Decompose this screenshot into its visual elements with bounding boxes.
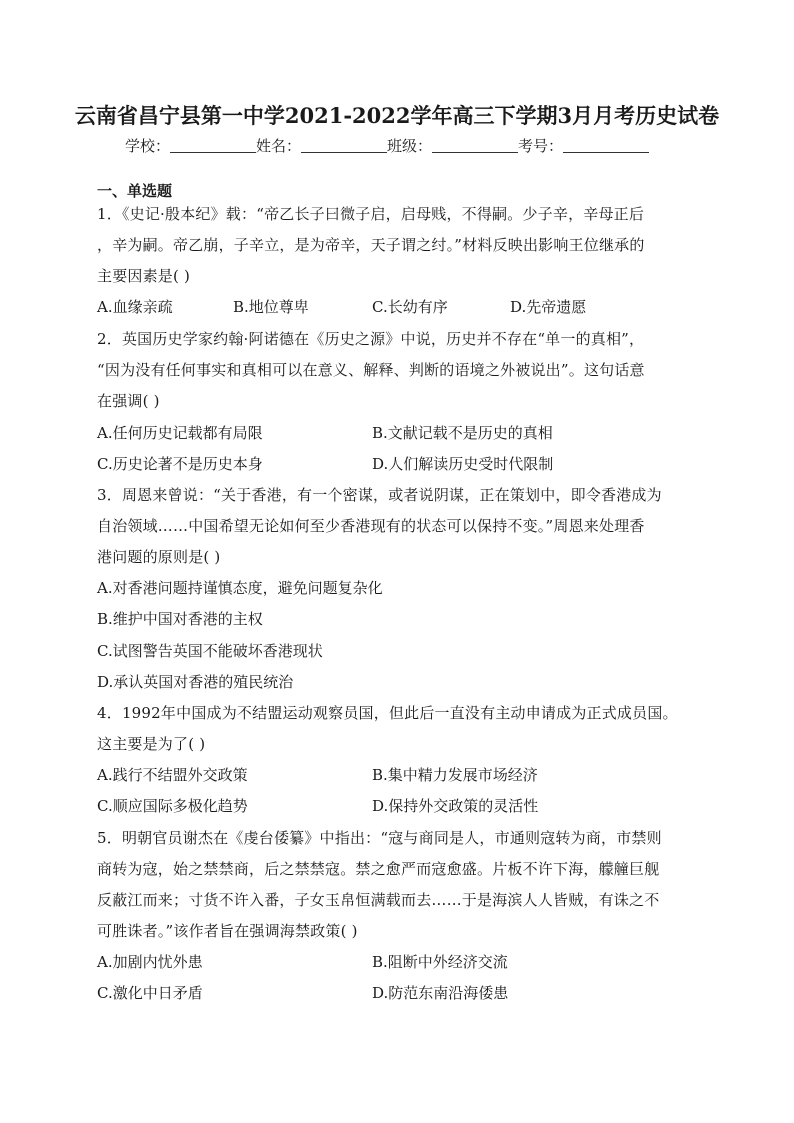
question-1-option-d: D.先帝遗愿 (510, 298, 587, 316)
question-2-option-c: C.历史论著不是历史本身 (97, 455, 263, 473)
question-3-option-b: B.维护中国对香港的主权 (97, 610, 263, 628)
question-5-option-b: B.阻断中外经济交流 (372, 953, 508, 971)
question-5-line-2: 商转为寇，始之禁禁商，后之禁禁寇。禁之愈严而寇愈盛。片板不许下海，艨艟巨舰 (97, 860, 660, 878)
section-heading: 一、单选题 (97, 182, 173, 200)
question-2-option-a: A.任何历史记载都有局限 (97, 424, 263, 442)
question-5-line-4: 可胜诛者。”该作者旨在强调海禁政策( ) (97, 922, 358, 940)
question-5-line-1: 5．明朝官员谢杰在《虔台倭纂》中指出：“寇与商同是人，市通则寇转为商，市禁则 (97, 829, 662, 847)
name-blank (301, 138, 387, 153)
question-1-line-3: 主要因素是( ) (97, 267, 191, 285)
exam-no-label: 考号： (518, 137, 564, 155)
class-blank (432, 138, 518, 153)
question-3-line-1: 3．周恩来曾说：“关于香港，有一个密谋，或者说阴谋，正在策划中，即令香港成为 (97, 486, 662, 504)
question-2-option-b: B.文献记载不是历史的真相 (372, 424, 553, 442)
question-2-line-1: 2．英国历史学家约翰·阿诺德在《历史之源》中说，历史并不存在“单一的真相”， (97, 330, 645, 348)
question-2-option-d: D.人们解读历史受时代限制 (372, 455, 554, 473)
name-label: 姓名： (256, 137, 302, 155)
class-label: 班级： (387, 137, 433, 155)
question-5-option-a: A.加剧内忧外患 (97, 953, 203, 971)
question-4-option-b: B.集中精力发展市场经济 (372, 766, 538, 784)
exam-no-blank (563, 138, 649, 153)
question-1-option-c: C.长幼有序 (372, 298, 448, 316)
question-3-option-d: D.承认英国对香港的殖民统治 (97, 673, 294, 691)
school-label: 学校： (125, 137, 171, 155)
question-3-line-2: 自治领域……中国希望无论如何至少香港现有的状态可以保持不变。”周恩来处理香 (97, 517, 645, 535)
question-3-line-3: 港问题的原则是( ) (97, 548, 221, 566)
question-3-option-a: A.对香港问题持谨慎态度，避免问题复杂化 (97, 579, 383, 597)
question-2-line-3: 在强调( ) (97, 392, 160, 410)
question-4-line-1: 4．1992年中国成为不结盟运动观察员国，但此后一直没有主动申请成为正式成员国。 (97, 704, 678, 722)
question-1-line-2: ，辛为嗣。帝乙崩，子辛立，是为帝辛，天子谓之纣。”材料反映出影响王位继承的 (97, 236, 645, 254)
question-3-option-c: C.试图警告英国不能破坏香港现状 (97, 642, 323, 660)
question-1-line-1: 1．《史记·殷本纪》载：“帝乙长子曰微子启，启母贱，不得嗣。少子辛，辛母正后 (97, 205, 645, 223)
question-1-option-a: A.血缘亲疏 (97, 298, 173, 316)
student-info-row (125, 136, 649, 156)
question-5-option-c: C.激化中日矛盾 (97, 984, 203, 1002)
exam-title: 云南省昌宁县第一中学2021-2022学年高三下学期3月月考历史试卷 (74, 103, 720, 128)
question-4-option-a: A.践行不结盟外交政策 (97, 766, 248, 784)
question-4-option-d: D.保持外交政策的灵活性 (372, 797, 539, 815)
school-blank (170, 138, 256, 153)
question-2-line-2: “因为没有任何事实和真相可以在意义、解释、判断的语境之外被说出”。这句话意 (97, 361, 645, 379)
question-5-line-3: 反蔽江而来；寸货不许入番，子女玉帛恒满载而去……于是海滨人人皆贼，有诛之不 (97, 891, 660, 909)
question-4-option-c: C.顺应国际多极化趋势 (97, 797, 248, 815)
question-5-option-d: D.防范东南沿海倭患 (372, 984, 509, 1002)
question-1-option-b: B.地位尊卑 (233, 298, 309, 316)
question-4-line-2: 这主要是为了( ) (97, 735, 206, 753)
